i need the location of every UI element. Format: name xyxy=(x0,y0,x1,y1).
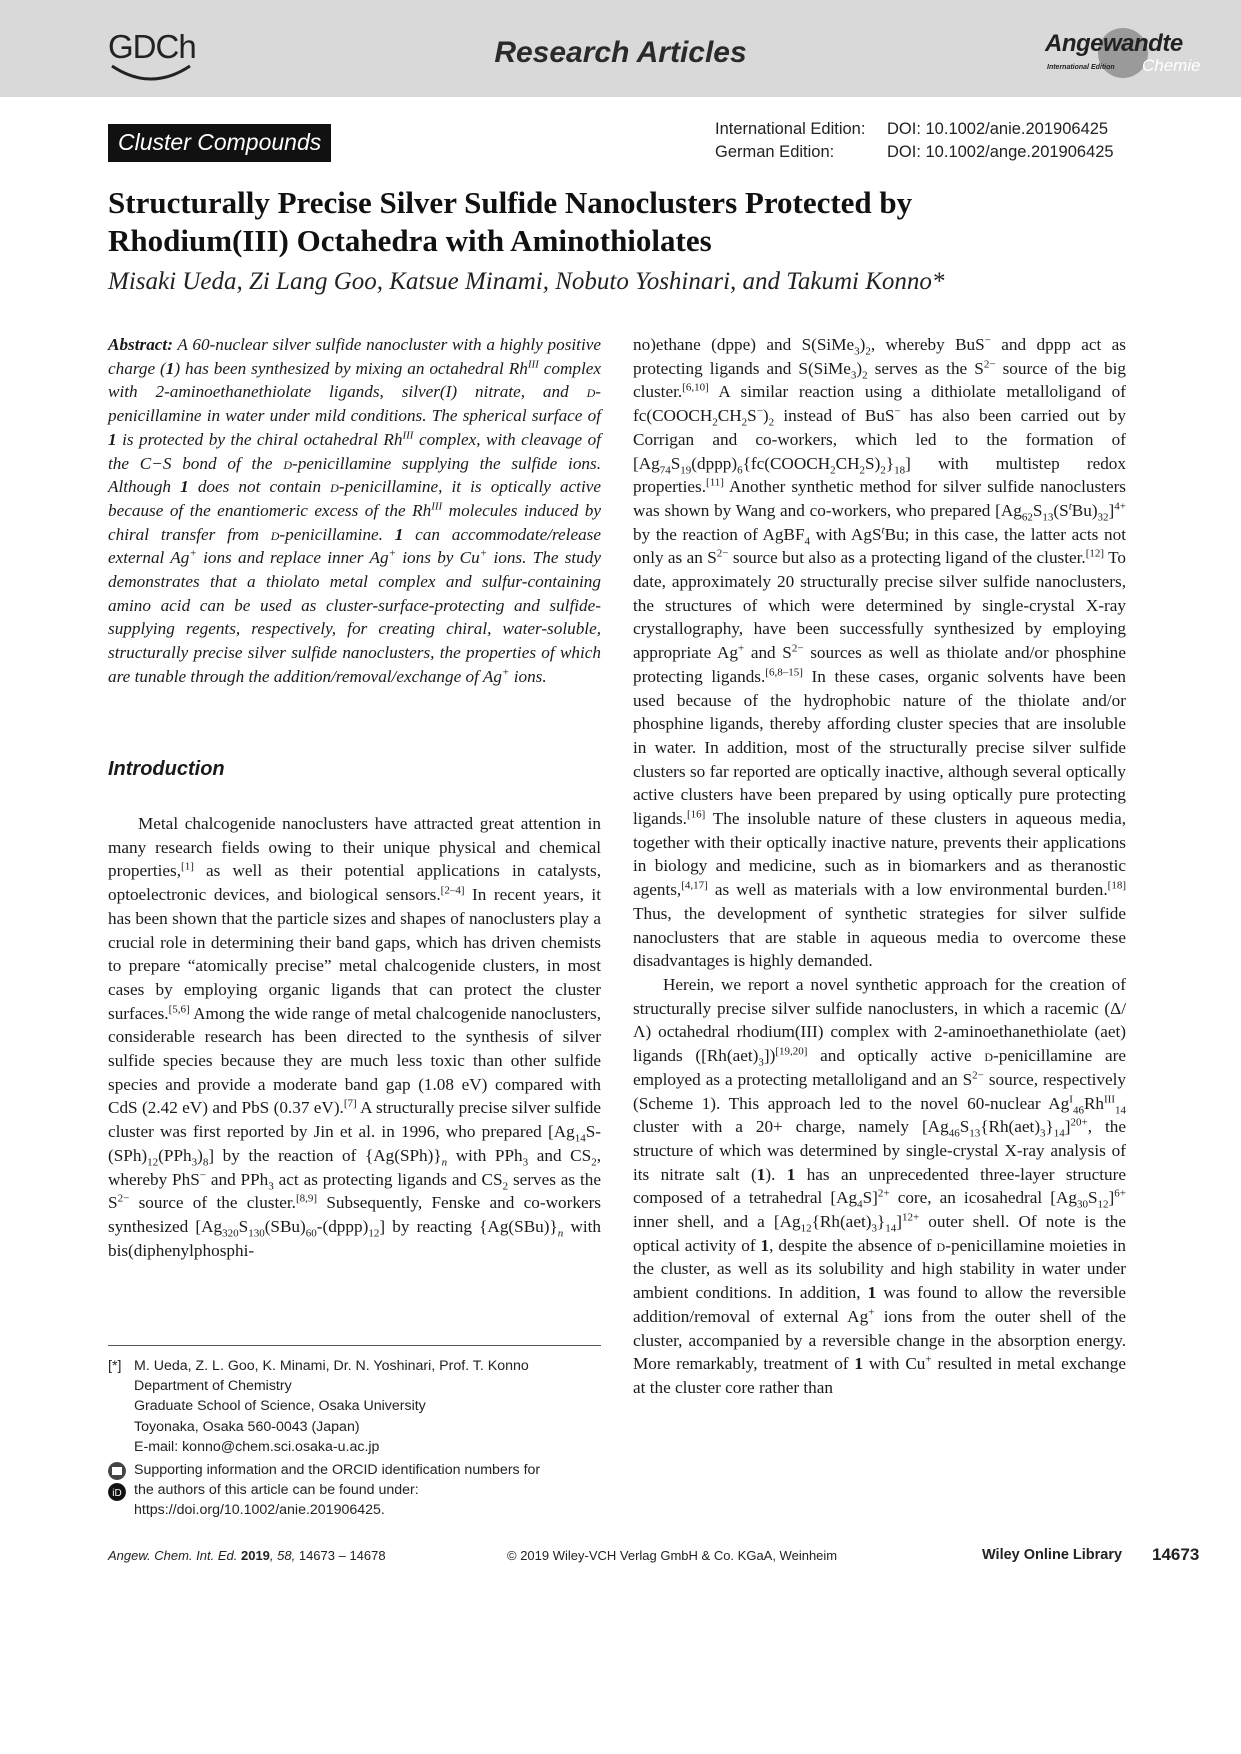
footnote-marker: [*] xyxy=(108,1358,122,1374)
doi-international xyxy=(715,120,1108,139)
journal-logo-edition: International Edition xyxy=(1047,64,1115,71)
wiley-online-library-link[interactable]: Wiley Online Library xyxy=(982,1547,1123,1563)
doi-label: German Edition: xyxy=(715,143,835,161)
footnote-line: Toyonaka, Osaka 560-0043 (Japan) xyxy=(134,1418,360,1435)
footnote-divider xyxy=(108,1345,601,1346)
doi-german xyxy=(715,143,1114,162)
intro-paragraph-1: Metal chalcogenide nanoclusters have attracted great attention in many research fields owing to their unique physical and chemical properties,[1] as well as their potential applications in catalysts, optoelectronic devices, and biological sensors.[2–4] In recent years, it has been shown that the particle sizes and shapes of nanoclusters play a crucial role in determining their band gaps, which has driven chemists to prepare “atomically precise” metal chalcogenide clusters, in most cases by employing organic ligands that can protect the cluster surfaces.[5,6] Among the wide range of metal chalcogenide nanoclusters, considerable research has been directed to the synthesis of silver sulfide species because they are much less toxic than other sulfide species and provide a moderate band gap (1.08 eV) compared with CdS (2.42 eV) and PbS (0.37 eV).[7] A structurally precise silver sulfide cluster was first reported by Jin et al. in 1996, who prepared $[Ag_{14}S-(SPh)_{12}(PPh_3)_8]$ by the reaction of $\{Ag(SPh)\}_n$ with PPh$_3$ and $CS_2$, whereby PhS− and PPh$_3$ act as protecting ligands and $CS_2$ serves as the $S^{2-}$ source of the cluster.[8,9] Subsequently, Fenske and co-workers synthesized $[Ag_{320}S_{130}(SBu)_{60}-(dppp)_{12}]$ by reacting $\{Ag(SBu)\}_n$ with bis(diphenylphosphi- xyxy=(108,814,602,1260)
section-title: Research Articles xyxy=(494,36,747,69)
footer-copyright: © 2019 Wiley-VCH Verlag GmbH & Co. KGaA, Weinheim xyxy=(507,1548,838,1563)
page-number: 14673 xyxy=(1152,1545,1200,1564)
journal-logo-chemie: Chemie xyxy=(1142,56,1201,75)
footnote-email[interactable]: E-mail: konno@chem.sci.osaka-u.ac.jp xyxy=(134,1438,380,1455)
affiliation-footnote xyxy=(108,1356,601,1457)
orcid-icon xyxy=(108,1483,126,1501)
gdch-logo: GDCh xyxy=(108,28,196,65)
svg-text:iD: iD xyxy=(112,1488,122,1499)
abstract: Abstract: A 60-nuclear silver sulfide nanocluster with a highly positive charge (1) has been synthesized by mixing an octahedral $Rh^{III}$ complex with 2-aminoethanethiolate ligands, silver(I) nitrate, and d-penicillamine in water under mild conditions. The spherical surface of 1 is protected by the chiral octahedral $Rh^{III}$ complex, with cleavage of the C−S bond of the d-penicillamine supplying the sulfide ions. Although 1 does not contain d-penicillamine, it is optically active because of the enantiomeric excess of the $Rh^{III}$ molecules induced by chiral transfer from d-penicillamine. 1 can accommodate/release external Ag+ ions and replace inner Ag+ ions by Cu+ ions. The study demonstrates that a thiolato metal complex and sulfur-containing amino acid can be used as cluster-surface-protecting and sulfide-supplying regents, respectively, for creating chiral, water-soluble, structurally precise silver sulfide nanoclusters, the properties of which are tunable through the addition/removal/exchange of Ag+ ions. xyxy=(108,335,602,686)
supporting-info-note xyxy=(108,1460,601,1521)
footnote-line: Graduate School of Science, Osaka University xyxy=(134,1398,426,1415)
abstract-label: Abstract: xyxy=(108,335,173,354)
author-list: Misaki Ueda, Zi Lang Goo, Katsue Minami, Nobuto Yoshinari, and Takumi Konno* xyxy=(108,268,945,295)
supporting-line: the authors of this article can be found under: xyxy=(134,1482,419,1499)
journal-logo-name: Angewandte xyxy=(1045,30,1183,57)
doi-value[interactable]: DOI: 10.1002/anie.201906425 xyxy=(887,120,1109,138)
doi-value[interactable]: DOI: 10.1002/ange.201906425 xyxy=(887,143,1114,161)
footnote-line: Department of Chemistry xyxy=(134,1378,292,1395)
introduction-heading: Introduction xyxy=(108,758,225,780)
article-title: Structurally Precise Silver Sulfide Nanoclusters Protected by Rhodium(III) Octahedra with Aminothiolates xyxy=(108,185,913,258)
supporting-line: Supporting information and the ORCID identification numbers for xyxy=(134,1462,541,1478)
right-column-text: no)ethane (dppe) and $S(SiMe_3)_2$, whereby BuS− and dppp act as protecting ligands and $S(SiMe_3)_2$ serves as the $S^{2-}$ source of the big cluster.[6,10] A similar reaction using a dithiolate metalloligand of $fc(COOCH_2CH_2S^-)_2$ instead of BuS− has also been carried out by Corrigan and co-workers, which led to the formation of $[Ag_{74}S_{19}(dppp)_6\{fc(COOCH_2CH_2S)_2\}_{18}]$ with multistep redox properties.[11] Another synthetic method for silver sulfide nanoclusters was shown by Wang and co-workers, who prepared $[Ag_{62}S_{13}(S^tBu)_{32}]^{4+}$ by the reaction of AgBF$_4$ with AgS$^t$Bu; in this case, the latter acts not only as an $S^{2-}$ source but also as a protecting ligand of the cluster.[12] To date, approximately 20 structurally precise silver sulfide nanoclusters, the structures of which were determined by single-crystal X-ray crystallography, have been successfully synthesized by employing appropriate Ag+ and $S^{2-}$ sources as well as thiolate and/or phosphine protecting ligands.[6,8–15] In these cases, organic solvents have been used because of the hydrophobic nature of the thiolate and/or phosphine ligands, thereby affording cluster species that are insoluble in water. In addition, most of the structurally precise silver sulfide clusters so far reported are optically inactive, although several optically active clusters have been prepared by using optically pure protecting ligands.[16] The insoluble nature of these clusters in aqueous media, together with their optically inactive nature, prevents their applications in biology and medicine, such as in biomarkers and as theranostic agents,[4,17] as well as materials with a low environmental burden.[18] Thus, the development of synthetic strategies for silver sulfide nanoclusters that are stable in aqueous media to overcome these disadvantages is highly demanded. Herein, we report a novel synthetic approach for the creation of structurally precise silver sulfide nanoclusters, in which a racemic (Δ/Λ) octahedral rhodium(III) complex with 2-aminoethanethiolate (aet) ligands $([Rh(aet)_3])[19,20]$ and optically active d-penicillamine are employed as a protecting metalloligand and an $S^{2-}$ source, respectively (Scheme 1). This approach led to the novel 60-nuclear $Ag^I_{46}Rh^{III}_{14}$ cluster with a 20+ charge, namely $[Ag_{46}S_{13}\{Rh(aet)_3\}_{14}]^{20+}$, the structure of which was determined by single-crystal X-ray analysis of its nitrate salt (1). 1 has an unprecedented three-layer structure composed of a tetrahedral $[Ag_4S]^{2+}$ core, an icosahedral $[Ag_{30}S_{12}]^{6+}$ inner shell, and a $[Ag_{12}\{Rh(aet)_3\}_{14}]^{12+}$ outer shell. Of note is the optical activity of 1, despite the absence of d-penicillamine moieties in the cluster, as well as its solubility and high stability in water under ambient conditions. In addition, 1 was found to allow the reversible addition/removal of external Ag+ ions from the outer shell of the cluster, accompanied by a reversible change in the absorption energy. More remarkably, treatment of 1 with Cu+ resulted in metal exchange at the cluster core rather than xyxy=(633,334,1127,1397)
footer-citation: Angew. Chem. Int. Ed. 2019, 58, 14673 – 14678 xyxy=(108,1548,386,1563)
supporting-link[interactable]: https://doi.org/10.1002/anie.201906425. xyxy=(134,1502,385,1519)
doi-label: International Edition: xyxy=(715,120,866,138)
category-tag: Cluster Compounds xyxy=(108,124,331,162)
footnote-line: M. Ueda, Z. L. Goo, K. Minami, Dr. N. Yoshinari, Prof. T. Konno xyxy=(134,1358,529,1374)
supporting-info-icon xyxy=(108,1462,126,1480)
